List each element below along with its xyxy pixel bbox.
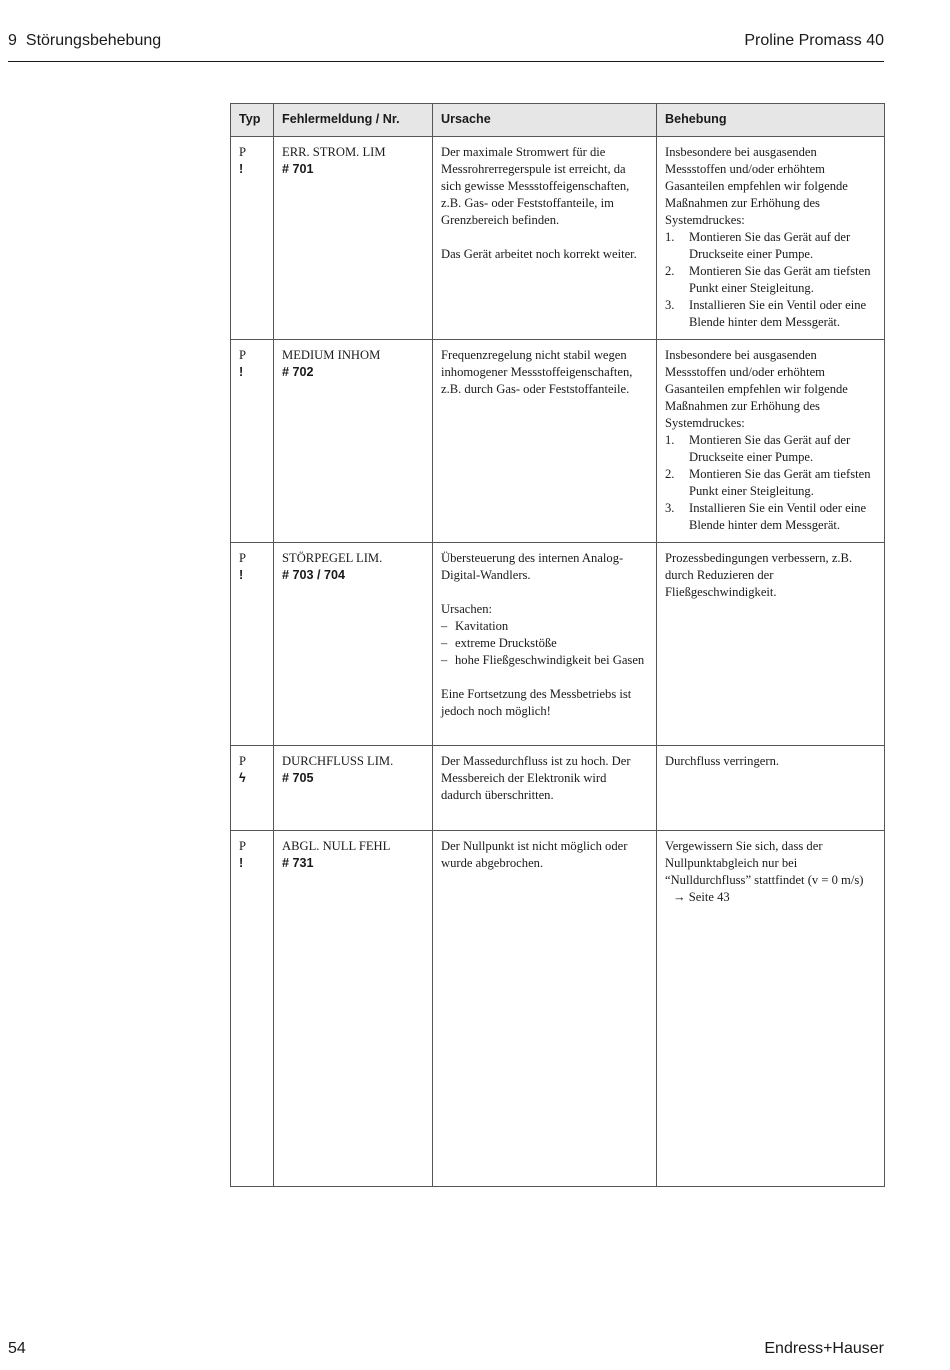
error-message: ABGL. NULL FEHL xyxy=(282,839,391,853)
cause-text: Der Nullpunkt ist nicht möglich oder wurde abgebrochen. xyxy=(441,839,628,870)
cause-text: Der Massedurchfluss ist zu hoch. Der Messbereich der Elektronik wird dadurch überschritten. xyxy=(441,754,631,802)
remedy-step xyxy=(665,466,876,500)
chapter-title: Störungsbehebung xyxy=(25,32,162,49)
cause-item-text: extreme Druckstöße xyxy=(455,636,557,650)
error-number: # 703 / 704 xyxy=(282,568,346,582)
remedy-intro: Vergewissern Sie sich, dass der Nullpunktabgleich nur bei “Nulldurchfluss” stattfindet (v = 0 m/s) xyxy=(665,839,864,887)
typ-letter: P xyxy=(239,551,247,565)
cause-item-text: hohe Fließgeschwindigkeit bei Gasen xyxy=(455,653,645,667)
typ-cell xyxy=(231,746,274,831)
error-message: STÖRPEGEL LIM. xyxy=(282,551,383,565)
remedy-intro: Insbesondere bei ausgasenden Messstoffen und/oder erhöhtem Gasanteilen empfehlen wir folgende Maßnahmen zur Erhöhung des Systemdruckes: xyxy=(665,348,848,430)
cause-cell xyxy=(433,746,657,831)
cause-note: Eine Fortsetzung des Messbetriebs ist jedoch noch möglich! xyxy=(441,687,632,718)
typ-letter: P xyxy=(239,754,247,768)
product-name: Proline Promass 40 xyxy=(744,32,884,49)
error-number: # 701 xyxy=(282,162,314,176)
typ-letter: P xyxy=(239,348,247,362)
remedy-intro: Durchfluss verringern. xyxy=(665,754,780,768)
remedy-cell xyxy=(657,340,885,543)
cause-cell xyxy=(433,137,657,340)
cause-cell xyxy=(433,543,657,746)
typ-cell xyxy=(231,831,274,1187)
table-row xyxy=(231,746,885,831)
step-text: Installieren Sie ein Ventil oder eine Blende hinter dem Messgerät. xyxy=(689,501,867,532)
message-cell xyxy=(274,543,433,746)
error-number: # 705 xyxy=(282,771,314,785)
table-row xyxy=(231,543,885,746)
causes-label: Ursachen: xyxy=(441,602,493,616)
page-number: 54 xyxy=(8,1340,26,1357)
step-text: Montieren Sie das Gerät auf der Druckseite einer Pumpe. xyxy=(689,230,851,261)
chapter-number: 9 xyxy=(8,32,17,49)
cause-text: Der maximale Stromwert für die Messrohrerregerspule ist erreicht, da sich gewisse Messstoffeigenschaften, z.B. Gas- oder Feststoffanteile, im Grenzbereich befinden. xyxy=(441,145,630,227)
remedy-cell xyxy=(657,746,885,831)
table-row xyxy=(231,831,885,1187)
message-cell xyxy=(274,831,433,1187)
cause-item xyxy=(441,635,648,652)
error-message: ERR. STROM. LIM xyxy=(282,145,386,159)
typ-cell xyxy=(231,137,274,340)
message-cell xyxy=(274,746,433,831)
cause-text: Übersteuerung des internen Analog-Digital-Wandlers. xyxy=(441,551,624,582)
error-number: # 702 xyxy=(282,365,314,379)
error-message: MEDIUM INHOM xyxy=(282,348,381,362)
step-text: Montieren Sie das Gerät auf der Druckseite einer Pumpe. xyxy=(689,433,851,464)
typ-cell xyxy=(231,543,274,746)
step-number: 3. xyxy=(665,298,675,312)
remedy-step xyxy=(665,500,876,534)
remedy-step xyxy=(665,229,876,263)
table-header-row xyxy=(231,104,885,137)
chapter-heading xyxy=(8,32,161,50)
remedy-cell xyxy=(657,543,885,746)
error-table xyxy=(230,103,885,1187)
step-text: Installieren Sie ein Ventil oder eine Blende hinter dem Messgerät. xyxy=(689,298,867,329)
message-cell xyxy=(274,137,433,340)
remedy-cell xyxy=(657,831,885,1187)
error-message: DURCHFLUSS LIM. xyxy=(282,754,394,768)
cause-item-text: Kavitation xyxy=(455,619,509,633)
cause-item xyxy=(441,652,648,669)
cause-item xyxy=(441,618,648,635)
page-reference: → Seite 43 xyxy=(673,890,730,904)
dash-marker: – xyxy=(441,619,448,633)
lightning-icon: ϟ xyxy=(239,771,246,785)
remedy-intro: Insbesondere bei ausgasenden Messstoffen und/oder erhöhtem Gasanteilen empfehlen wir folgende Maßnahmen zur Erhöhung des Systemdruckes: xyxy=(665,145,848,227)
page-header xyxy=(8,30,884,62)
remedy-intro: Prozessbedingungen verbessern, z.B. durch Reduzieren der Fließgeschwindigkeit. xyxy=(665,551,853,599)
step-number: 3. xyxy=(665,501,675,515)
remedy-step xyxy=(665,432,876,466)
warning-icon: ! xyxy=(239,568,244,582)
typ-letter: P xyxy=(239,145,247,159)
remedy-step xyxy=(665,297,876,331)
brand-name: Endress+Hauser xyxy=(764,1340,884,1357)
warning-icon: ! xyxy=(239,856,244,870)
step-text: Montieren Sie das Gerät am tiefsten Punkt einer Steigleitung. xyxy=(689,467,871,498)
remedy-cell xyxy=(657,137,885,340)
table-row xyxy=(231,137,885,340)
warning-icon: ! xyxy=(239,162,244,176)
error-number: # 731 xyxy=(282,856,314,870)
step-number: 1. xyxy=(665,433,675,447)
header-fehlermeldung: Fehlermeldung / Nr. xyxy=(274,104,433,137)
typ-cell xyxy=(231,340,274,543)
header-ursache: Ursache xyxy=(433,104,657,137)
cause-cell xyxy=(433,831,657,1187)
typ-letter: P xyxy=(239,839,247,853)
dash-marker: – xyxy=(441,653,448,667)
warning-icon: ! xyxy=(239,365,244,379)
message-cell xyxy=(274,340,433,543)
step-number: 1. xyxy=(665,230,675,244)
cause-cell xyxy=(433,340,657,543)
cause-note: Das Gerät arbeitet noch korrekt weiter. xyxy=(441,247,637,261)
step-text: Montieren Sie das Gerät am tiefsten Punkt einer Steigleitung. xyxy=(689,264,871,295)
table-row xyxy=(231,340,885,543)
dash-marker: – xyxy=(441,636,448,650)
remedy-step xyxy=(665,263,876,297)
step-number: 2. xyxy=(665,467,675,481)
step-number: 2. xyxy=(665,264,675,278)
header-typ: Typ xyxy=(231,104,274,137)
cause-text: Frequenzregelung nicht stabil wegen inhomogener Messstoffeigenschaften, z.B. durch Gas- oder Feststoffanteile. xyxy=(441,348,633,396)
header-behebung: Behebung xyxy=(657,104,885,137)
